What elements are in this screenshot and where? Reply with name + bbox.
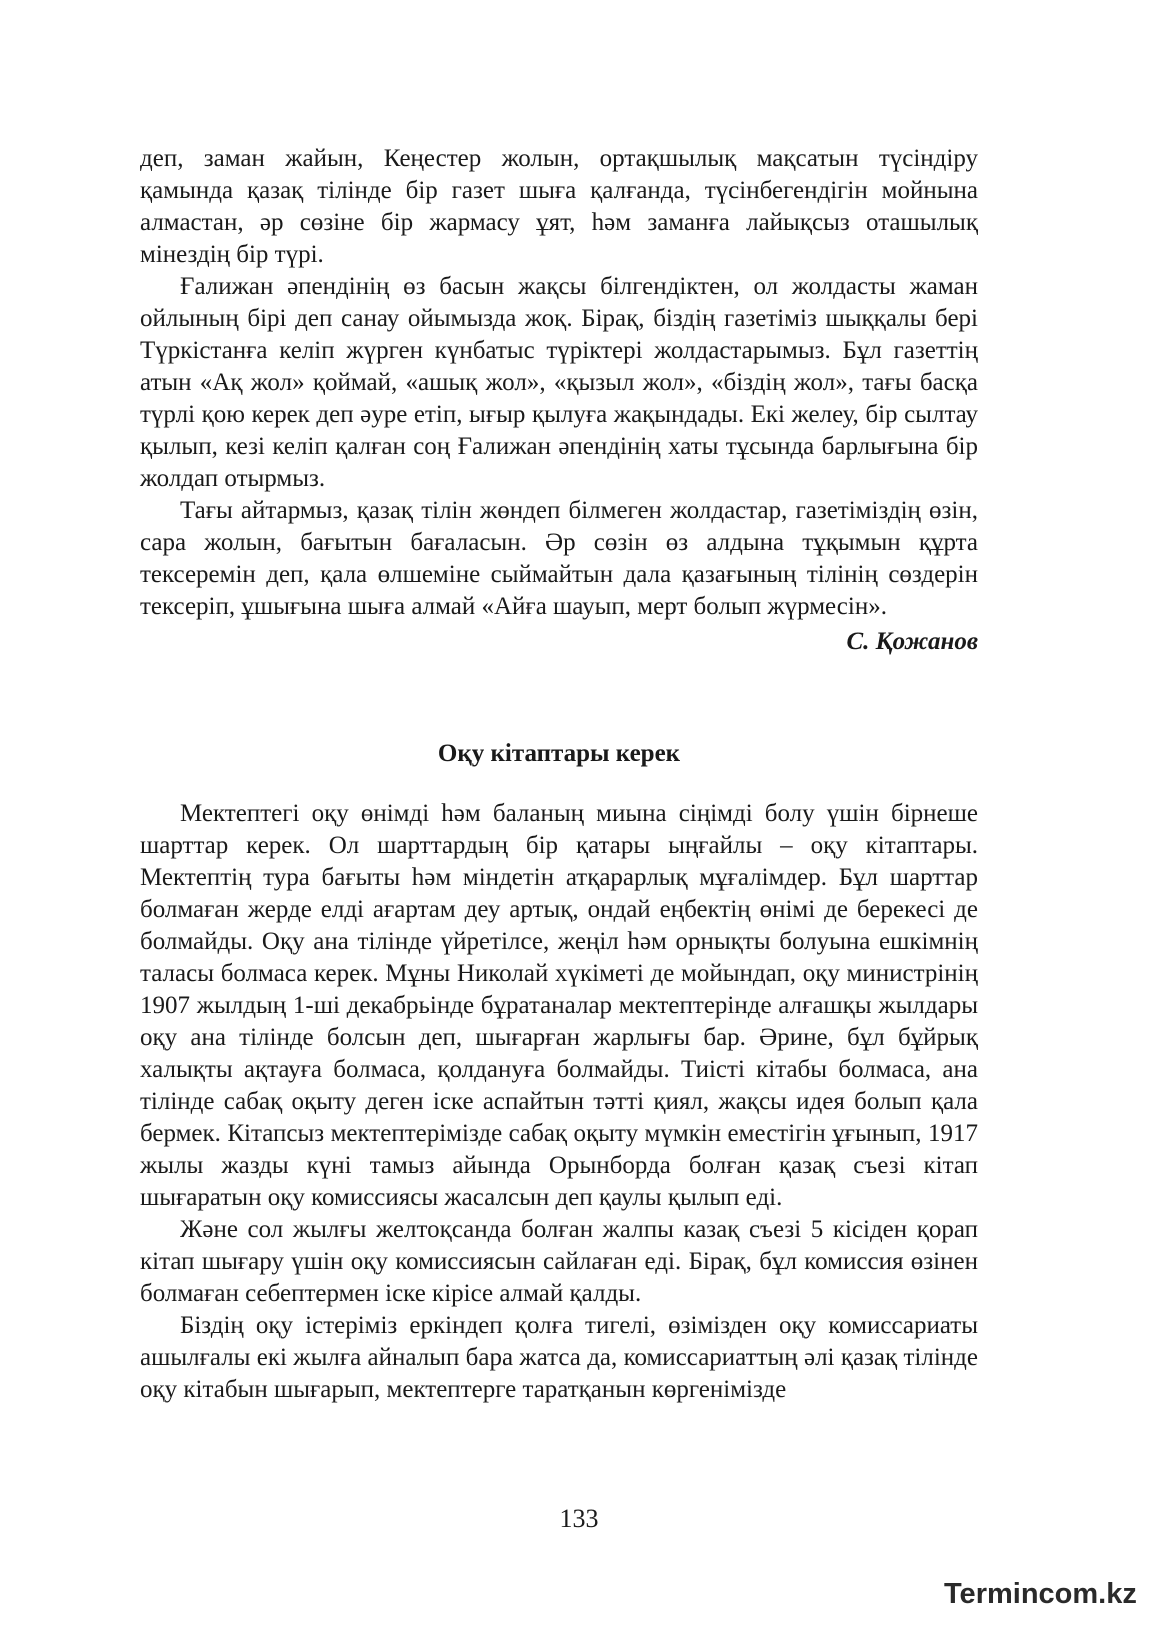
- article1-paragraph-1: деп, заман жайын, Кеңестер жолын, ортақшылық мақсатын түсіндіру қамында қазақ тілінде бір газет шыға қалғанда, түсінбегендігін мойнына алмастан, әр сөзіне бір жармасу ұят, һәм заманға лайықсыз оташылық мінездің бір түрі.: [140, 145, 978, 268]
- article1-paragraph-3: Тағы айтармыз, қазақ тілін жөндеп білмеген жолдастар, газетіміздің өзін, сара жолын, бағытын бағаласын. Әр сөзін өз алдына тұқымын құрта тексеремін деп, қала өлшеміне сыймайтын дала қазағының тілінің сөздерін тексеріп, ұшығына шыға алмай «Айға шауып, мерт болып жүрмесін».: [140, 497, 978, 620]
- article2-paragraph-3: Біздің оқу істеріміз еркіндеп қолға тигелі, өзімізден оқу комиссариаты ашылғалы екі жылға айналып бара жатса да, комиссариаттың әлі қазақ тілінде оқу кітабын шығарып, мектептерге таратқанын көргенімізде: [140, 1312, 978, 1403]
- article2-paragraph-1: Мектептегі оқу өнімді һәм баланың миына сіңімді болу үшін бірнеше шарттар керек. Ол шарттардың бір қатары ыңғайлы – оқу кітаптары. Мектептің тура бағыты һәм міндетін атқарарлық мұғалімдер. Бұл шарттар болмаған жерде елді ағартам деу артық, ондай еңбектің өнімі де берекесі де болмайды. Оқу ана тілінде үйретілсе, жеңіл һәм орнықты болуына ешкімнің таласы болмаса керек. Мұны Николай хүкіметі де мойындап, оқу министрінің 1907 жылдың 1-ші декабрьінде бұратаналар мектептерінде алғашқы жылдары оқу ана тілінде болсын деп, шығарған жарлығы бар. Әрине, бұл бұйрық халықты ақтауға болмаса, қолдануға болмайды. Тиісті кітабы болмаса, ана тілінде сабақ оқыту деген іске аспайтын тәтті қиял, жақсы идея болып қала бермек. Кітапсыз мектептерімізде сабақ оқыту мүмкін еместігін ұғынып, 1917 жылы жазды күні тамыз айында Орынборда болған қазақ съезі кітап шығаратын оқу комиссиясы жасалсын деп қаулы қылып еді.: [140, 800, 978, 1211]
- page-content: [140, 143, 978, 1406]
- article1-paragraph-2: Ғалижан әпендінің өз басын жақсы білгендіктен, ол жолдасты жаман ойлының бірі деп санау ойымызда жоқ. Бірақ, біздің газетіміз шыққалы бері Түркістанға келіп жүрген күнбатыс түріктері жолдастарымыз. Бұл газеттің атын «Ақ жол» қоймай, «ашық жол», «қызыл жол», «біздің жол», тағы басқа түрлі қою керек деп әуре етіп, ығыр қылуға жақындады. Екі желеу, бір сылтау қылып, кезі келіп қалған соң Ғалижан әпендінің хаты тұсында барлығына бір жолдап отырмыз.: [140, 273, 978, 492]
- article2-title: Оқу кітаптары керек: [437, 740, 681, 767]
- article2-paragraph-2: Және сол жылғы желтоқсанда болған жалпы казақ съезі 5 кісіден қорап кітап шығару үшін оқу комиссиясын сайлаған еді. Бірақ, бұл комиссия өзінен болмаған себептермен іске кірісе алмай қалды.: [140, 1216, 978, 1307]
- article1-signature: С. Қожанов: [846, 628, 978, 655]
- page-number: 133: [559, 1504, 599, 1533]
- watermark-logo: Termincom.kz: [944, 1578, 1137, 1610]
